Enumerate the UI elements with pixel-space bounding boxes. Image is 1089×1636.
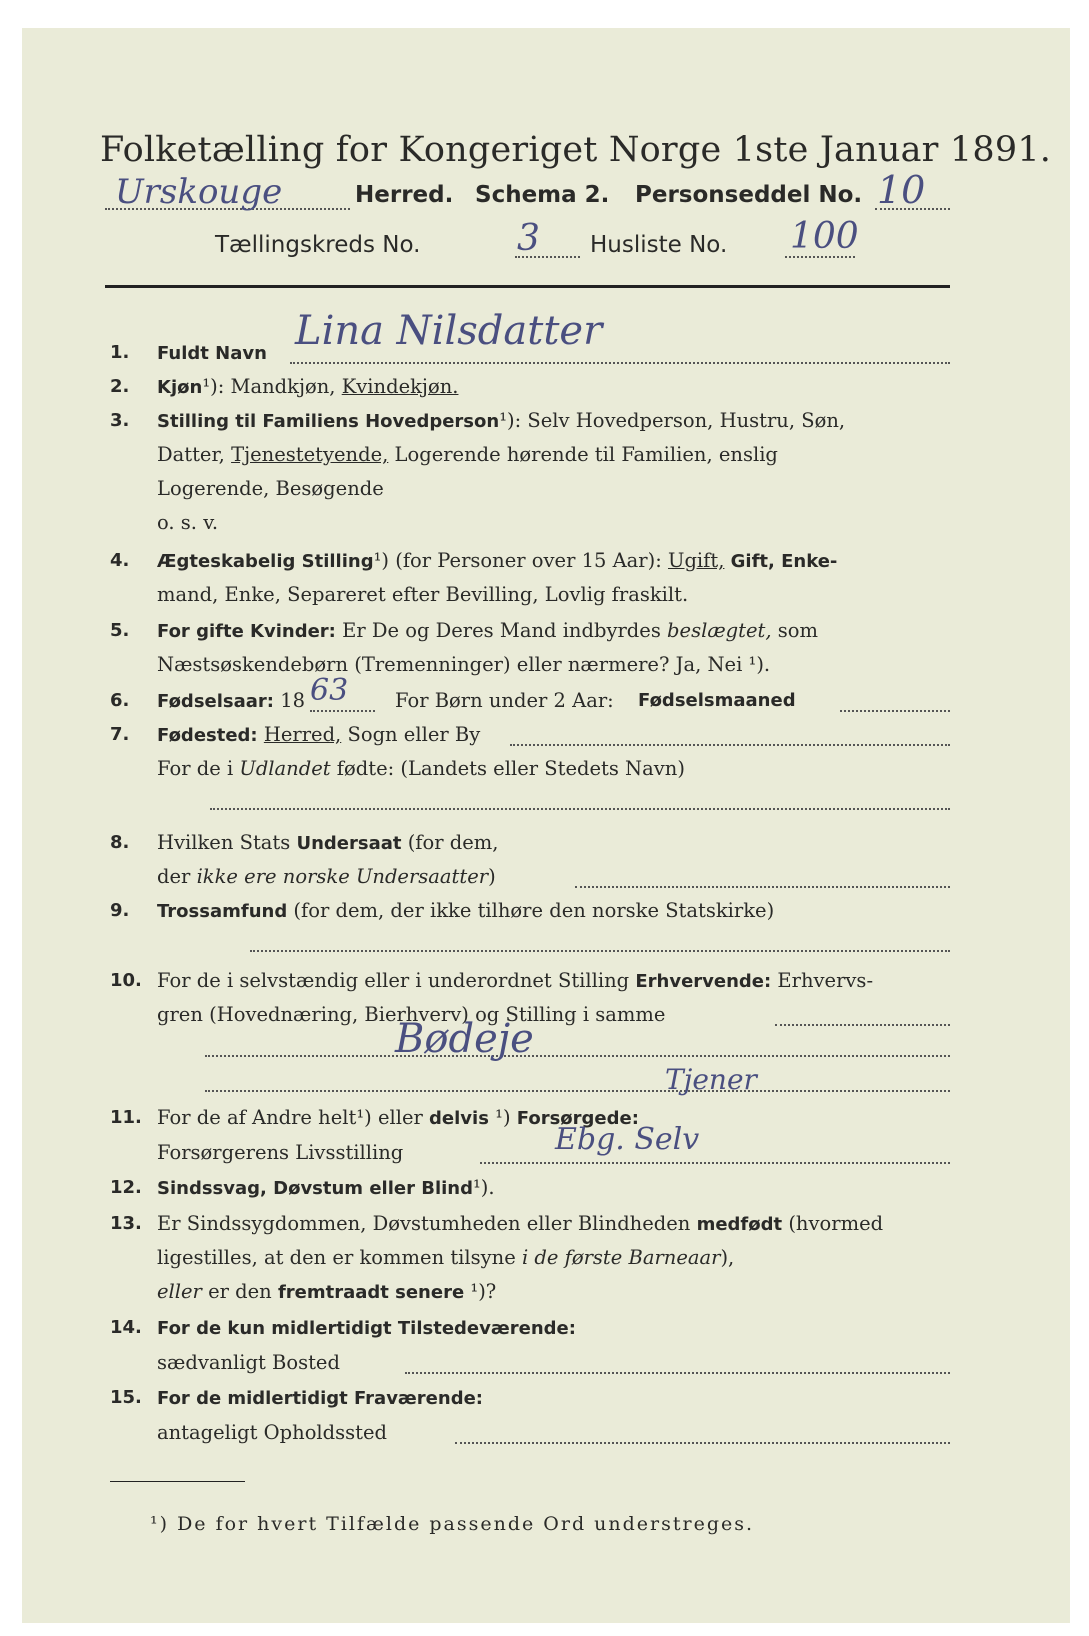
tk-no-handwritten: 3	[517, 218, 540, 259]
husliste-no-handwritten: 100	[790, 216, 859, 257]
kvindekjon-underlined: Kvindekjøn.	[341, 375, 459, 398]
ugift-underlined: Ugift,	[668, 549, 725, 572]
form-title: Folketælling for Kongeriget Norge 1ste Januar 1891.	[100, 130, 1052, 170]
occupation-handwritten: Bødeje	[395, 1016, 534, 1062]
header-line-3	[105, 216, 950, 259]
tjenestetyende-underlined: Tjenestetyende,	[231, 443, 389, 466]
herred-name-handwritten: Urskouge	[115, 172, 283, 212]
fuldt-navn-label: Fuldt Navn	[157, 343, 267, 364]
full-name-handwritten: Lina Nilsdatter	[295, 308, 603, 354]
provider-handwritten: Ebg. Selv	[555, 1122, 700, 1157]
personseddel-label: Personseddel No.	[635, 182, 863, 208]
header-divider	[105, 285, 950, 288]
herred-underlined: Herred,	[263, 723, 342, 746]
footnote-divider	[110, 1481, 245, 1482]
header-line-2	[105, 168, 950, 214]
birth-year-handwritten: 63	[310, 673, 349, 708]
footnote: ¹) De for hvert Tilfælde passende Ord understreges.	[150, 1513, 755, 1535]
husliste-label: Husliste No.	[590, 232, 728, 258]
schema-label: Schema 2.	[475, 182, 610, 208]
occupation2-handwritten: Tjener	[665, 1063, 757, 1096]
herred-label: Herred.	[355, 182, 454, 208]
tk-label: Tællingskreds No.	[215, 232, 421, 258]
census-form-sheet	[22, 28, 1070, 1623]
personseddel-no-handwritten: 10	[877, 168, 926, 212]
